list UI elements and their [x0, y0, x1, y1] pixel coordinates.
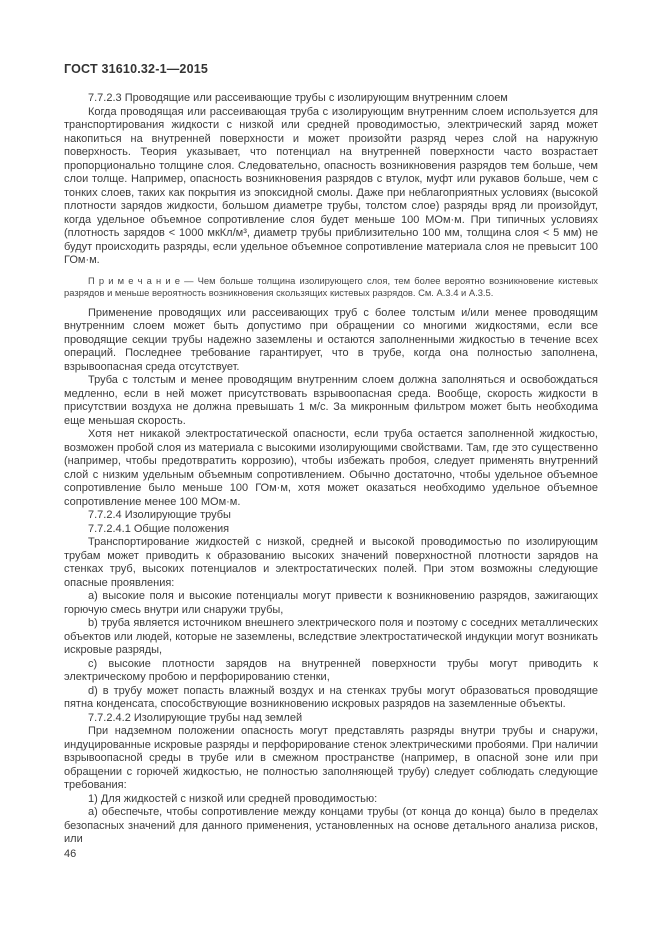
list-item-paragraph: 1) Для жидкостей с низкой или средней проводимостью: [88, 792, 378, 805]
paragraph: Применение проводящих или рассеивающих труб с более толстым и/или менее проводящим внутренним слоем может быть допустимо при обращении со многими жидкостями, если все проводящие секции трубы надежно заземлены и остаются заполненными жидкостью в течение всех операций. Последнее требование гарантирует, что в трубе, когда она полностью заполнена, взрывоопасная среда отсутствует. [64, 306, 598, 373]
list-item-paragraph: а) обеспечьте, чтобы сопротивление между концами трубы (от конца до конца) было в пределах безопасных значений для данного применения, установленных на основе детального анализа рисков, или [64, 806, 598, 845]
document-header: ГОСТ 31610.32-1—2015 [64, 62, 209, 76]
paragraph: Труба с толстым и менее проводящим внутренним слоем должна заполняться и освобождаться медленно, если в ней может присутствовать взрывоопасная среда. Вообще, скорость жидкости в присутствии воздуха не должна превышать 1 м/с. За микронным фильтром может быть необходима еще меньшая скорость. [64, 374, 598, 427]
list-item-paragraph: c) высокие плотности зарядов на внутренней поверхности трубы могут приводить к электрическому пробою и перфорированию стенки, [64, 657, 598, 683]
paragraph: При надземном положении опасность могут представлять разряды внутри трубы и снаружи, индуцированные искровые разряды и перфорирование стенок электрическими пробоями. При наличии взрывоопасной среды в трубе или в смежном пространстве (например, в опасной зоне или при обращении с горючей жидкостью, не полностью заполняющей трубу) следует соблюдать следующие требования: [64, 725, 598, 791]
section-heading: 7.7.2.4.2 Изолирующие трубы над землей [88, 711, 303, 724]
section-heading: 7.7.2.4.1 Общие положения [88, 522, 230, 535]
section-heading: 7.7.2.4 Изолирующие трубы [88, 509, 231, 521]
note-paragraph: П р и м е ч а н и е — Чем больше толщина изолирующего слоя, тем более вероятно возникновение кистевых разрядов и меньше вероятность возникновения скользящих кистевых разрядов. См. А.3.4 и А.3.5. [64, 274, 598, 298]
section-heading: 7.7.2.3 Проводящие или рассеивающие трубы с изолирующим внутренним слоем [88, 92, 508, 104]
list-item-paragraph: d) в трубу может попасть влажный воздух и на стенках трубы могут образоваться проводящие пятна конденсата, способствующие возникновению искровых разрядов на заземленные объекты. [64, 684, 598, 710]
list-item-paragraph: b) труба является источником внешнего электрического поля и поэтому с соседних металлических объектов или людей, которые не заземлены, вследствие электростатической индукции могут возникать искровые разряды, [64, 617, 598, 656]
page-number: 46 [64, 847, 77, 860]
paragraph: Когда проводящая или рассеивающая труба с изолирующим внутренним слоем используется для транспортирования жидкости с низкой или средней проводимостью, электрический заряд может накопиться на внутренней поверхности и может произойти разряд через слой на наружную поверхность. Теория указывает, что потенциал на внутренней поверхности часто возрастает пропорционально толщине слоя. Следовательно, опасность возникновения разрядов тем больше, чем слои толще. Например, опасность возникновения разрядов с втулок, муфт или рукавов больше, чем с тонких слоев, таких как покрытия из эпоксидной смолы. Даже при неблагоприятных условиях (высокой плотности зарядов жидкости, большом диаметре трубы, толстом слое) разряды вряд ли произойдут, когда удельное объемное сопротивление слоя будет меньше 100 МОм·м. При типичных условиях (плотность зарядов < 1000 мкКл/м³, диаметр трубы приблизительно 100 мм, толщина слоя < 5 мм) не будут происходить разряды, если удельное объемное сопротивление материала слоя не превысит 100 ГОм·м. [64, 105, 598, 266]
document-content [64, 92, 598, 847]
paragraph: Транспортирование жидкостей с низкой, средней и высокой проводимостью по изолирующим трубам может приводить к образованию высоких значений поверхностной плотности зарядов на стенках труб, высоких потенциалов и электростатических полей. При этом возможны следующие опасные проявления: [64, 536, 598, 589]
paragraph: Хотя нет никакой электростатической опасности, если труба остается заполненной жидкостью, возможен пробой слоя из материала с высокими изолирующими свойствами. Там, где это существенно (например, чтобы предотвратить коррозию), чтобы избежать пробоя, следует применять внутренний слой с низким удельным объемным сопротивлением. Обычно достаточно, чтобы удельное объемное сопротивление было меньше 100 ГОм·м, хотя может оказаться необходимо удельное объемное сопротивление менее 100 МОм·м. [64, 428, 598, 508]
list-item-paragraph: a) высокие поля и высокие потенциалы могут привести к возникновению разрядов, зажигающих горючую смесь внутри или снаружи трубы, [64, 590, 598, 616]
